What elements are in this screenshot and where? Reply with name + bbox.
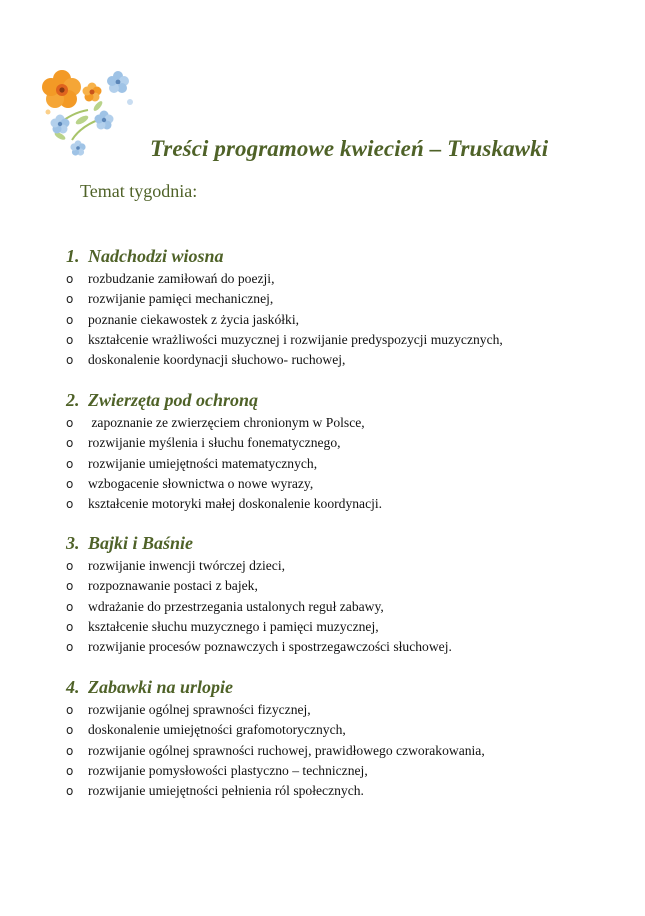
- list-item-text: rozwijanie inwencji twórczej dzieci,: [88, 558, 286, 573]
- list-item: [66, 289, 626, 309]
- bullet-circle-icon: o: [66, 353, 74, 368]
- section-number: 2.: [66, 390, 80, 410]
- bullet-circle-icon: o: [66, 272, 74, 286]
- list-item: [66, 741, 626, 761]
- bullet-circle-icon: o: [66, 312, 74, 327]
- list-item: [66, 597, 626, 617]
- section-title: Nadchodzi wiosna: [88, 246, 224, 266]
- list-item-text: doskonalenie koordynacji słuchowo- ruchowej,: [88, 352, 346, 368]
- list-item-text: rozbudzanie zamiłowań do poezji,: [88, 271, 275, 286]
- section-title: Bajki i Baśnie: [88, 533, 194, 553]
- list-item: [66, 556, 626, 576]
- document-title: Treści programowe kwiecień – Truskawki: [150, 136, 549, 161]
- list-item-text: wdrażanie do przestrzegania ustalonych reguł zabawy,: [88, 598, 384, 614]
- list-item: [66, 433, 626, 453]
- week-topic-label: Temat tygodnia:: [80, 181, 198, 201]
- bullet-circle-icon: o: [66, 763, 74, 778]
- list-item: [66, 700, 626, 720]
- bullet-circle-icon: o: [66, 416, 74, 430]
- bullet-circle-icon: o: [66, 456, 74, 471]
- list-item-text: rozwijanie ogólnej sprawności ruchowej, prawidłowego czworakowania,: [88, 742, 485, 758]
- list-item-text: kształcenie wrażliwości muzycznej i rozwijanie predyspozycji muzycznych,: [88, 331, 503, 347]
- list-item-text: rozwijanie pomysłowości plastyczno – technicznej,: [88, 762, 368, 778]
- bullet-circle-icon: o: [66, 579, 74, 594]
- section-number: 3.: [66, 533, 80, 553]
- section-title: Zabawki na urlopie: [88, 677, 234, 697]
- section-number: 1.: [66, 246, 80, 266]
- list-item: [66, 617, 626, 637]
- list-item-text: rozwijanie myślenia i słuchu fonematycznego,: [88, 435, 341, 451]
- list-item-text: kształcenie motoryki małej doskonalenie koordynacji.: [88, 496, 383, 512]
- list-item: [66, 350, 626, 370]
- list-item-text: rozwijanie umiejętności pełnienia ról społecznych.: [88, 783, 364, 799]
- list-item: [66, 310, 626, 330]
- bullet-circle-icon: o: [66, 640, 74, 655]
- list-item: [66, 637, 626, 657]
- bullet-list: [66, 700, 626, 801]
- list-item-text: rozwijanie umiejętności matematycznych,: [88, 455, 318, 471]
- section-number: 4.: [66, 677, 80, 697]
- section-heading: [66, 390, 626, 413]
- list-item-text: wzbogacenie słownictwa o nowe wyrazy,: [88, 475, 314, 491]
- list-item: [66, 413, 626, 433]
- bullet-circle-icon: o: [66, 436, 74, 451]
- section-heading: [66, 246, 626, 269]
- bullet-circle-icon: o: [66, 703, 74, 717]
- bullet-circle-icon: o: [66, 723, 74, 738]
- bullet-circle-icon: o: [66, 332, 74, 347]
- bullet-list: [66, 556, 626, 657]
- list-item: [66, 576, 626, 596]
- bullet-circle-icon: o: [66, 743, 74, 758]
- list-item-text: rozwijanie procesów poznawczych i spostrzegawczości słuchowej.: [88, 639, 452, 655]
- bullet-circle-icon: o: [66, 559, 74, 573]
- bullet-circle-icon: o: [66, 619, 74, 634]
- list-item-text: poznanie ciekawostek z życia jaskółki,: [88, 311, 299, 327]
- list-item: [66, 720, 626, 740]
- section-1: [66, 246, 626, 370]
- list-item-text: rozwijanie pamięci mechanicznej,: [88, 291, 274, 307]
- list-item-text: rozpoznawanie postaci z bajek,: [88, 578, 258, 594]
- section-2: [66, 390, 626, 514]
- section-3: [66, 533, 626, 657]
- list-item: [66, 474, 626, 494]
- list-item: [66, 454, 626, 474]
- list-item: [66, 269, 626, 289]
- bullet-circle-icon: o: [66, 292, 74, 307]
- section-4: [66, 677, 626, 801]
- list-item-text: zapoznanie ze zwierzęciem chronionym w Polsce,: [88, 415, 365, 430]
- bullet-list: [66, 413, 626, 514]
- list-item: [66, 494, 626, 514]
- bullet-circle-icon: o: [66, 599, 74, 614]
- section-title: Zwierzęta pod ochroną: [88, 390, 259, 410]
- list-item-text: rozwijanie ogólnej sprawności fizycznej,: [88, 702, 311, 717]
- flower-bouquet-icon: [38, 62, 142, 162]
- section-heading: [66, 533, 626, 556]
- bullet-circle-icon: o: [66, 476, 74, 491]
- bullet-circle-icon: o: [66, 497, 74, 512]
- list-item: [66, 330, 626, 350]
- list-item-text: doskonalenie umiejętności grafomotorycznych,: [88, 722, 346, 738]
- bullet-list: [66, 269, 626, 370]
- list-item: [66, 781, 626, 801]
- section-heading: [66, 677, 626, 700]
- list-item-text: kształcenie słuchu muzycznego i pamięci muzycznej,: [88, 618, 379, 634]
- list-item: [66, 761, 626, 781]
- bullet-circle-icon: o: [66, 784, 74, 799]
